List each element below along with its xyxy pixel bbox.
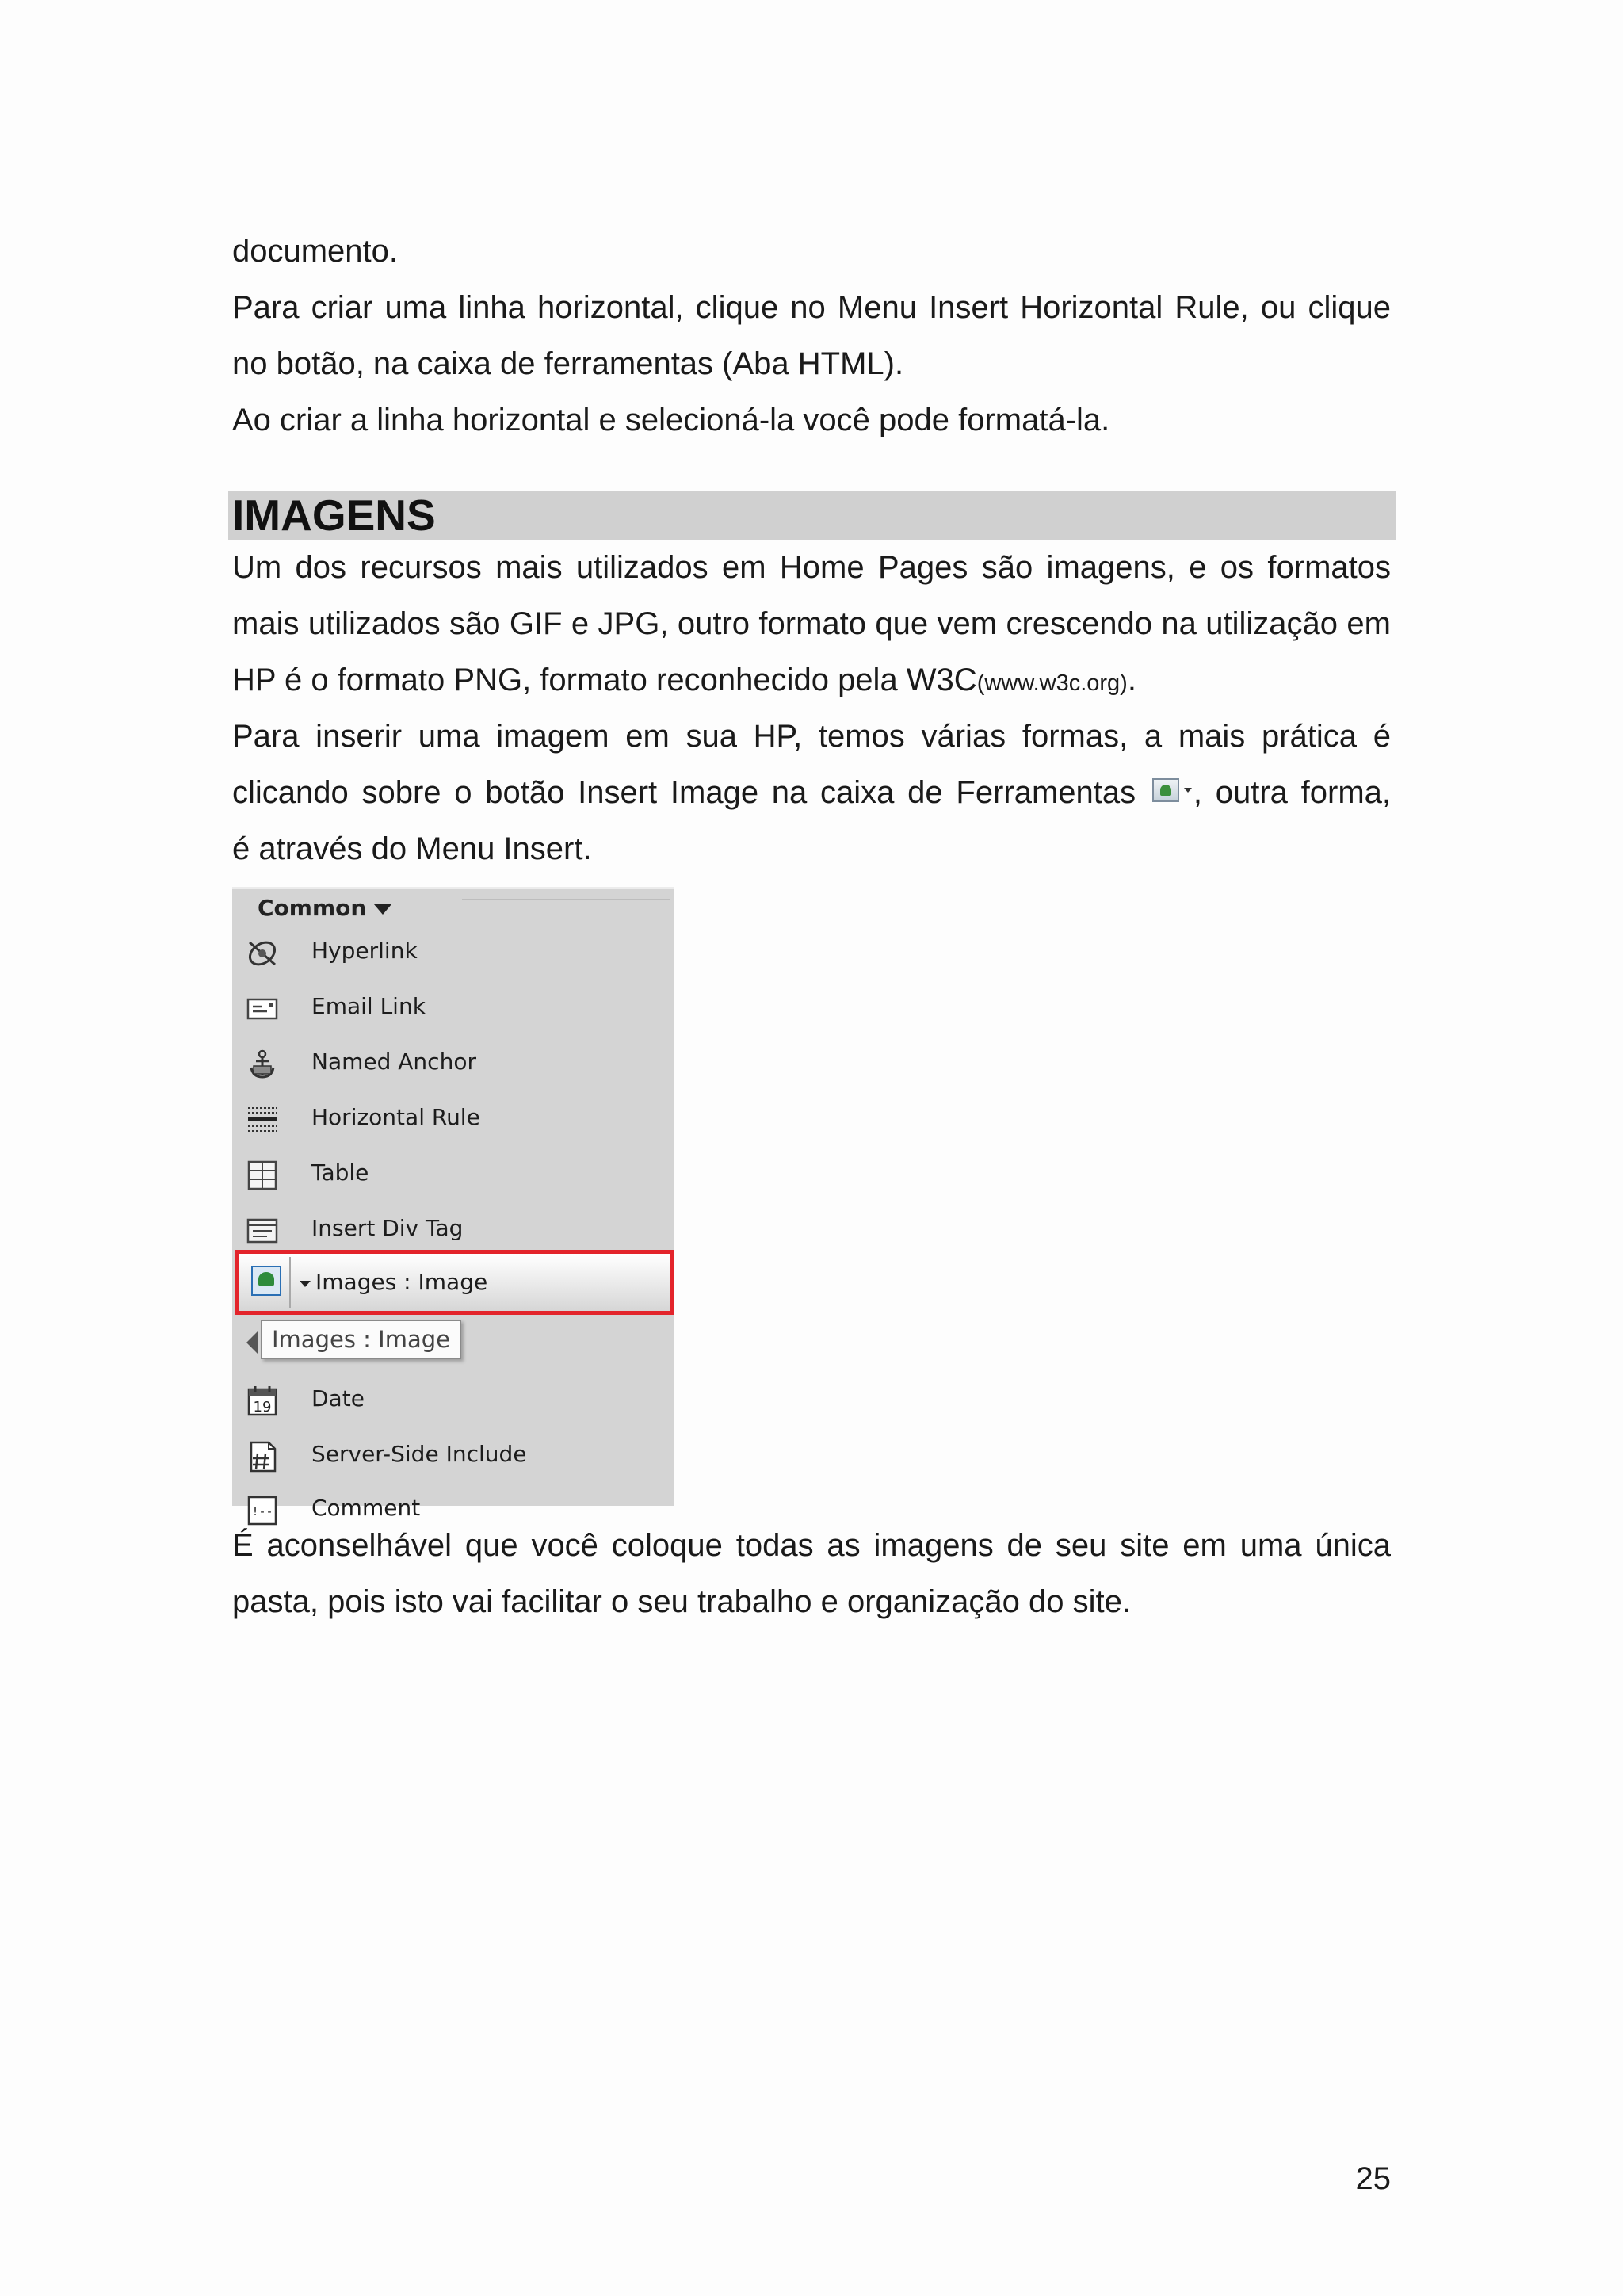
page-number: 25 — [1355, 2161, 1391, 2196]
text-line: documento. — [232, 234, 399, 269]
calendar-icon-number: 19 — [253, 1399, 272, 1415]
chevron-down-icon — [374, 904, 391, 915]
text-fragment: clicando sobre o botão Insert Image na caixa de Ferramentas — [232, 775, 1136, 810]
image-icon — [251, 1266, 281, 1296]
tooltip: Images : Image — [261, 1320, 461, 1359]
panel-item-label: Named Anchor — [311, 1049, 476, 1075]
panel-item-hyperlink[interactable] — [232, 928, 674, 976]
panel-item-label: Server-Side Include — [311, 1441, 527, 1467]
panel-item-label: Comment — [311, 1495, 421, 1521]
panel-item-label: Email Link — [311, 993, 426, 1019]
text-line: Para inserir uma imagem em sua HP, temos várias formas, a mais prática é — [232, 719, 1391, 754]
text-line: Para criar uma linha horizontal, clique no Menu Insert Horizontal Rule, ou clique — [232, 290, 1391, 325]
paragraph-advice: É aconselhável que você coloque todas as imagens de seu site em uma única pasta, pois isto vai facilitar o seu trabalho e organização do site. — [232, 1528, 1391, 1619]
panel-item-label: Horizontal Rule — [311, 1104, 480, 1130]
panel-item-label: Date — [311, 1385, 365, 1412]
tooltip-pointer — [246, 1331, 258, 1354]
paragraph-text: Um dos recursos mais utilizados em Home Pages são imagens, e os formatos mais utilizados são GIF e JPG, outro formato que vem crescendo na utilização em HP é o formato PNG, formato reconhecido pela W3C — [232, 550, 1391, 697]
panel-top-edge — [232, 887, 674, 889]
calendar-icon — [246, 1385, 278, 1417]
panel-item-date[interactable] — [232, 1376, 674, 1423]
panel-category-label: Common — [258, 895, 367, 921]
named-anchor-icon — [246, 1049, 278, 1080]
insert-panel-screenshot — [232, 887, 674, 1521]
paragraph-formats — [232, 540, 1391, 712]
insert-image-icon — [1149, 777, 1193, 807]
horizontal-rule-icon — [246, 1104, 278, 1136]
text-line: é através do Menu Insert. — [232, 831, 592, 866]
text-line: no botão, na caixa de ferramentas (Aba HTML). — [232, 346, 904, 381]
panel-item-label: Images : Image — [315, 1269, 488, 1295]
insert-div-tag-icon — [246, 1215, 278, 1247]
w3c-url: (www.w3c.org) — [976, 670, 1128, 696]
panel-divider — [462, 899, 670, 900]
section-heading: IMAGENS — [232, 491, 436, 540]
panel-item-email-link[interactable] — [232, 984, 674, 1031]
panel-item-label: Table — [311, 1159, 369, 1186]
panel-item-horizontal-rule[interactable] — [232, 1095, 674, 1142]
server-side-include-icon — [246, 1441, 278, 1473]
hyperlink-icon — [246, 938, 278, 969]
panel-item-named-anchor[interactable] — [232, 1039, 674, 1087]
panel-item-label: Hyperlink — [311, 938, 418, 964]
comment-icon-text: !-- — [251, 1504, 273, 1519]
text-line-with-icon — [232, 765, 1391, 821]
email-link-icon — [246, 993, 278, 1025]
table-icon — [246, 1159, 278, 1191]
panel-item-server-side-include[interactable] — [232, 1431, 674, 1479]
text-line: Ao criar a linha horizontal e selecioná-la você pode formatá-la. — [232, 403, 1110, 437]
panel-item-label: Insert Div Tag — [311, 1215, 464, 1241]
panel-item-images-image-selected[interactable] — [235, 1250, 674, 1315]
panel-item-table[interactable] — [232, 1150, 674, 1198]
paragraph-end: . — [1127, 663, 1136, 697]
text-fragment: , outra forma, — [1193, 775, 1391, 810]
panel-item-insert-div-tag[interactable] — [232, 1205, 674, 1253]
split-divider — [289, 1257, 291, 1308]
dropdown-caret-icon[interactable] — [300, 1281, 311, 1287]
